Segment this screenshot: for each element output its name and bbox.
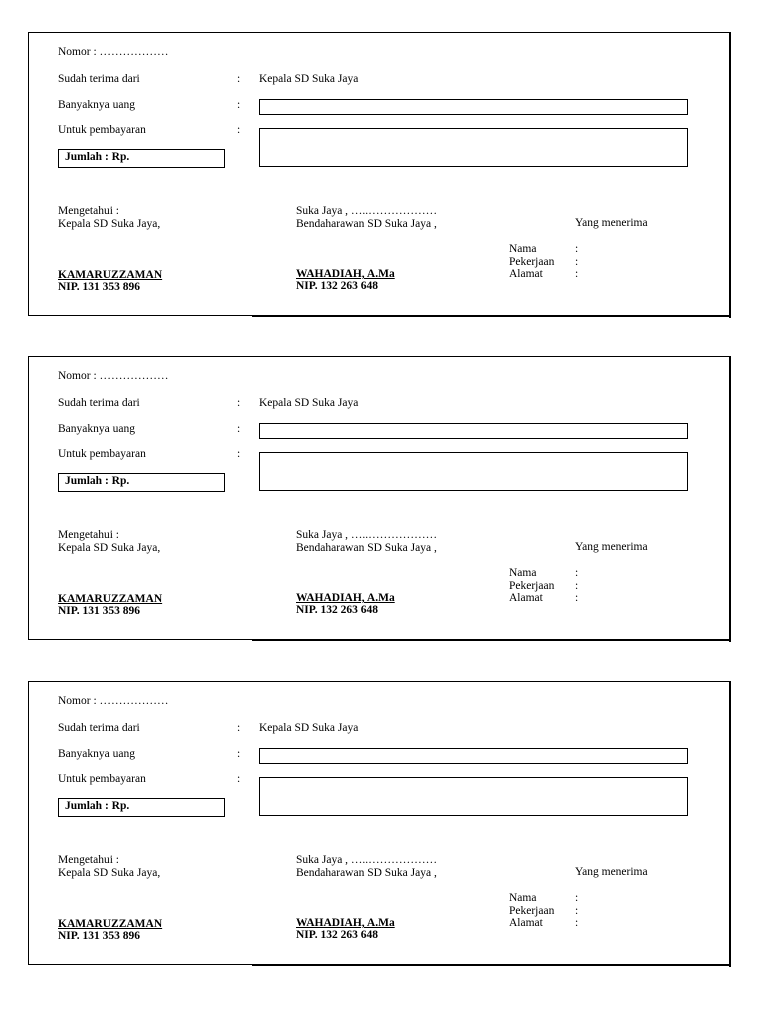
pekerjaan-label: Pekerjaan [509, 256, 555, 268]
receipt-2 [28, 356, 731, 640]
banyaknya-uang-label: Banyaknya uang [58, 423, 135, 435]
banyaknya-uang-field[interactable] [259, 99, 688, 115]
bendahara-name: WAHADIAH, A.Ma [296, 268, 395, 280]
receipt-3 [28, 681, 731, 965]
kepala-nip: NIP. 131 353 896 [58, 281, 140, 293]
frame-top-border [28, 32, 731, 33]
frame-top-border [28, 356, 731, 357]
jumlah-label: Jumlah : Rp. [65, 800, 130, 812]
colon: : [237, 124, 241, 136]
bendahara-title: Bendaharawan SD Suka Jaya , [296, 867, 437, 879]
frame-bottom-border [28, 964, 252, 965]
bendahara-name: WAHADIAH, A.Ma [296, 917, 395, 929]
frame-bottom-border [252, 639, 731, 641]
jumlah-label: Jumlah : Rp. [65, 475, 130, 487]
sudah-terima-value: Kepala SD Suka Jaya [259, 397, 359, 409]
kepala-name: KAMARUZZAMAN [58, 918, 163, 930]
yang-menerima-label: Yang menerima [575, 866, 648, 878]
untuk-pembayaran-field[interactable] [259, 777, 688, 816]
colon: : [575, 243, 579, 255]
mengetahui-label: Mengetahui : [58, 205, 119, 217]
frame-left-border [28, 32, 29, 316]
bendahara-nip: NIP. 132 263 648 [296, 280, 378, 292]
jumlah-label: Jumlah : Rp. [65, 151, 130, 163]
untuk-pembayaran-label: Untuk pembayaran [58, 124, 146, 136]
colon: : [575, 592, 579, 604]
frame-right-border [729, 681, 731, 967]
frame-right-border [729, 356, 731, 642]
colon: : [237, 722, 241, 734]
kepala-name: KAMARUZZAMAN [58, 593, 163, 605]
frame-bottom-border [252, 315, 731, 317]
kepala-title: Kepala SD Suka Jaya, [58, 218, 161, 230]
untuk-pembayaran-label: Untuk pembayaran [58, 448, 146, 460]
sudah-terima-label: Sudah terima dari [58, 397, 140, 409]
nomor-label: Nomor : ……………… [58, 370, 169, 382]
place-date-line: Suka Jaya , …..……………… [296, 205, 438, 217]
banyaknya-uang-field[interactable] [259, 423, 688, 439]
place-date-line: Suka Jaya , …..……………… [296, 854, 438, 866]
bendahara-nip: NIP. 132 263 648 [296, 604, 378, 616]
pekerjaan-label: Pekerjaan [509, 905, 555, 917]
pekerjaan-label: Pekerjaan [509, 580, 555, 592]
nomor-label: Nomor : ……………… [58, 695, 169, 707]
untuk-pembayaran-field[interactable] [259, 452, 688, 491]
bendahara-nip: NIP. 132 263 648 [296, 929, 378, 941]
untuk-pembayaran-label: Untuk pembayaran [58, 773, 146, 785]
colon: : [575, 256, 579, 268]
sudah-terima-label: Sudah terima dari [58, 73, 140, 85]
receipt-1 [28, 32, 731, 316]
jumlah-box[interactable] [58, 798, 225, 817]
colon: : [237, 423, 241, 435]
mengetahui-label: Mengetahui : [58, 854, 119, 866]
kepala-title: Kepala SD Suka Jaya, [58, 542, 161, 554]
colon: : [237, 397, 241, 409]
nama-label: Nama [509, 892, 537, 904]
alamat-label: Alamat [509, 592, 543, 604]
colon: : [237, 748, 241, 760]
jumlah-box[interactable] [58, 473, 225, 492]
colon: : [237, 773, 241, 785]
colon: : [575, 580, 579, 592]
bendahara-title: Bendaharawan SD Suka Jaya , [296, 218, 437, 230]
kepala-title: Kepala SD Suka Jaya, [58, 867, 161, 879]
bendahara-name: WAHADIAH, A.Ma [296, 592, 395, 604]
frame-left-border [28, 681, 29, 965]
nama-label: Nama [509, 243, 537, 255]
colon: : [575, 892, 579, 904]
frame-left-border [28, 356, 29, 640]
banyaknya-uang-label: Banyaknya uang [58, 99, 135, 111]
banyaknya-uang-label: Banyaknya uang [58, 748, 135, 760]
colon: : [575, 268, 579, 280]
nomor-label: Nomor : ……………… [58, 46, 169, 58]
untuk-pembayaran-field[interactable] [259, 128, 688, 167]
place-date-line: Suka Jaya , …..……………… [296, 529, 438, 541]
sudah-terima-value: Kepala SD Suka Jaya [259, 722, 359, 734]
frame-bottom-border [252, 964, 731, 966]
yang-menerima-label: Yang menerima [575, 217, 648, 229]
sudah-terima-label: Sudah terima dari [58, 722, 140, 734]
colon: : [237, 73, 241, 85]
colon: : [575, 567, 579, 579]
mengetahui-label: Mengetahui : [58, 529, 119, 541]
colon: : [575, 917, 579, 929]
colon: : [237, 448, 241, 460]
nama-label: Nama [509, 567, 537, 579]
colon: : [575, 905, 579, 917]
sudah-terima-value: Kepala SD Suka Jaya [259, 73, 359, 85]
frame-top-border [28, 681, 731, 682]
frame-right-border [729, 32, 731, 318]
kepala-nip: NIP. 131 353 896 [58, 605, 140, 617]
colon: : [237, 99, 241, 111]
alamat-label: Alamat [509, 268, 543, 280]
jumlah-box[interactable] [58, 149, 225, 168]
kepala-name: KAMARUZZAMAN [58, 269, 163, 281]
bendahara-title: Bendaharawan SD Suka Jaya , [296, 542, 437, 554]
banyaknya-uang-field[interactable] [259, 748, 688, 764]
frame-bottom-border [28, 315, 252, 316]
yang-menerima-label: Yang menerima [575, 541, 648, 553]
kepala-nip: NIP. 131 353 896 [58, 930, 140, 942]
frame-bottom-border [28, 639, 252, 640]
alamat-label: Alamat [509, 917, 543, 929]
